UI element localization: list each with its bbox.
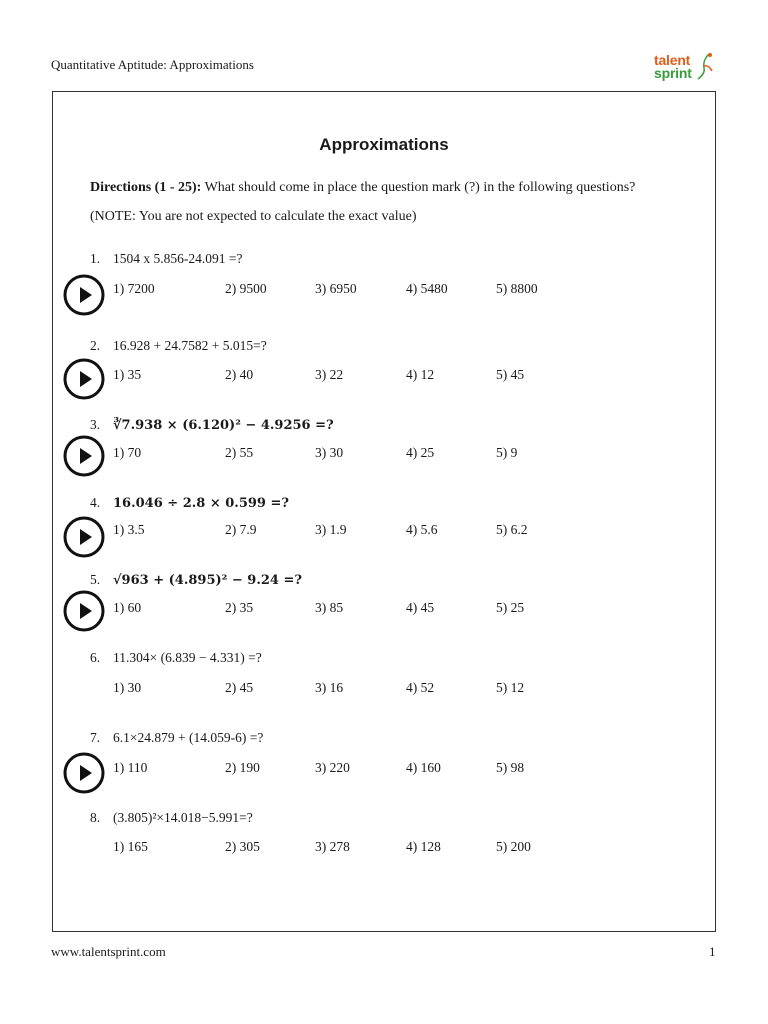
play-video-icon[interactable] xyxy=(63,516,105,558)
runner-icon xyxy=(695,52,715,82)
option: 2) 40 xyxy=(225,367,254,382)
option: 2) 9500 xyxy=(225,281,267,296)
question-8 xyxy=(90,810,253,826)
question-7 xyxy=(90,730,263,746)
option: 5) 45 xyxy=(496,367,525,382)
question-number: 7. xyxy=(90,730,101,745)
play-video-icon[interactable] xyxy=(63,752,105,794)
question-expression: 1504 x 5.856-24.091 =? xyxy=(113,251,243,266)
option: 3) 1.9 xyxy=(315,522,347,537)
directions xyxy=(90,180,635,196)
option: 5) 9 xyxy=(496,445,518,460)
option: 5) 98 xyxy=(496,760,525,775)
option: 4) 52 xyxy=(406,680,435,695)
question-4 xyxy=(90,495,289,511)
option: 2) 190 xyxy=(225,760,260,775)
option: 4) 5480 xyxy=(406,281,448,296)
question-6 xyxy=(90,650,262,666)
directions-text: What should come in place the question mark (?) in the following questions? xyxy=(201,180,636,195)
option: 1) 30 xyxy=(113,680,142,695)
option: 5) 25 xyxy=(496,600,525,615)
directions-label: Directions (1 - 25): xyxy=(90,180,202,195)
option: 3) 16 xyxy=(315,680,344,695)
question-expression: 6.1×24.879 + (14.059-6) =? xyxy=(113,730,264,745)
page-number: 1 xyxy=(709,944,716,959)
question-expression: 16.046 ÷ 2.8 × 0.599 =? xyxy=(113,496,290,511)
option: 5) 6.2 xyxy=(496,522,528,537)
play-video-icon[interactable] xyxy=(63,358,105,400)
option: 2) 7.9 xyxy=(225,522,257,537)
option: 3) 278 xyxy=(315,839,350,854)
question-number: 2. xyxy=(90,338,101,353)
option: 2) 35 xyxy=(225,600,254,615)
option: 1) 35 xyxy=(113,367,142,382)
option: 4) 12 xyxy=(406,367,435,382)
question-number: 5. xyxy=(90,572,101,587)
option: 5) 12 xyxy=(496,680,525,695)
talentsprint-logo xyxy=(654,52,714,86)
option: 5) 200 xyxy=(496,839,531,854)
option: 4) 5.6 xyxy=(406,522,438,537)
question-3 xyxy=(90,417,334,433)
document-title: Approximations xyxy=(319,135,449,154)
option: 4) 128 xyxy=(406,839,441,854)
option: 2) 45 xyxy=(225,680,254,695)
question-number: 3. xyxy=(90,417,101,432)
question-number: 1. xyxy=(90,251,101,266)
logo-talent-text: talent xyxy=(654,52,691,68)
option: 1) 3.5 xyxy=(113,522,145,537)
option: 3) 6950 xyxy=(315,281,357,296)
option: 1) 110 xyxy=(113,760,148,775)
option: 3) 22 xyxy=(315,367,344,382)
note: (NOTE: You are not expected to calculate the exact value) xyxy=(90,209,417,224)
question-expression: ∛7.938 × (6.120)² − 4.9256 =? xyxy=(113,418,334,433)
option: 3) 30 xyxy=(315,445,344,460)
question-number: 4. xyxy=(90,495,101,510)
question-expression: (3.805)²×14.018−5.991=? xyxy=(113,810,253,825)
option: 1) 70 xyxy=(113,445,142,460)
footer-url[interactable]: www.talentsprint.com xyxy=(51,944,166,959)
question-number: 6. xyxy=(90,650,101,665)
header-title: Quantitative Aptitude: Approximations xyxy=(51,57,254,72)
play-video-icon[interactable] xyxy=(63,274,105,316)
option: 4) 45 xyxy=(406,600,435,615)
question-2 xyxy=(90,338,267,354)
question-1 xyxy=(90,251,242,267)
option: 3) 220 xyxy=(315,760,350,775)
option: 3) 85 xyxy=(315,600,344,615)
question-expression: 11.304× (6.839 − 4.331) =? xyxy=(113,650,262,665)
play-video-icon[interactable] xyxy=(63,435,105,477)
option: 2) 55 xyxy=(225,445,254,460)
option: 1) 165 xyxy=(113,839,148,854)
question-expression: 16.928 + 24.7582 + 5.015=? xyxy=(113,338,267,353)
option: 2) 305 xyxy=(225,839,260,854)
option: 4) 160 xyxy=(406,760,441,775)
option: 1) 7200 xyxy=(113,281,155,296)
option: 4) 25 xyxy=(406,445,435,460)
question-5 xyxy=(90,572,302,588)
logo-sprint-text: sprint xyxy=(654,65,692,81)
question-number: 8. xyxy=(90,810,101,825)
option: 5) 8800 xyxy=(496,281,538,296)
option: 1) 60 xyxy=(113,600,142,615)
question-expression: √963 + (4.895)² − 9.24 =? xyxy=(113,573,302,588)
play-video-icon[interactable] xyxy=(63,590,105,632)
